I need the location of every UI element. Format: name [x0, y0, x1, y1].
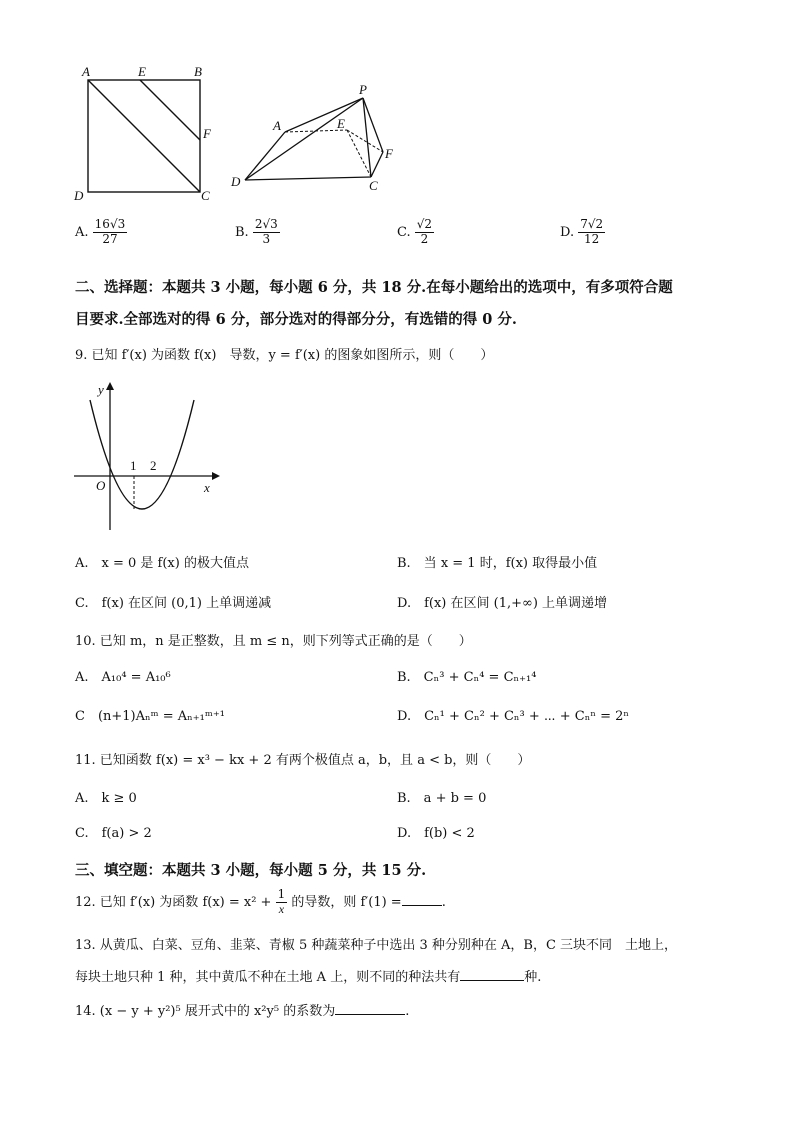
- q11-option-d[interactable]: D. f(b) < 2: [397, 826, 475, 841]
- q14-line: 14. (x − y + y²)⁵ 展开式中的 x²y⁵ 的系数为 .: [75, 1004, 410, 1019]
- tick-1: 1: [130, 458, 137, 473]
- square-figure: [70, 60, 230, 210]
- fraction: $\frac{√2}{2}$: [416, 217, 433, 246]
- q10-option-b[interactable]: B. Cₙ³ + Cₙ⁴ = Cₙ₊₁⁴: [397, 670, 537, 685]
- tick-2: 2: [150, 458, 157, 473]
- label-D: D: [74, 188, 84, 203]
- label-F: F: [203, 126, 211, 141]
- q11-option-c[interactable]: C. f(a) > 2: [75, 826, 152, 841]
- section3-heading: 三、填空题：本题共 3 小题，每小题 5 分，共 15 分.: [75, 862, 427, 879]
- derivative-graph: [70, 378, 230, 538]
- answer-blank[interactable]: [460, 968, 524, 981]
- label-D: D: [231, 174, 241, 189]
- label-A: A: [82, 64, 90, 79]
- fraction: $\frac{7√2}{12}$: [580, 217, 604, 246]
- label-C: C: [201, 188, 210, 203]
- q12-line: 12. 已知 f′(x) 为函数 f(x) = x² + $\frac{1}{x}$ 的导数，则 f′(1) = .: [75, 887, 446, 916]
- q9-option-a[interactable]: A. x = 0 是 f(x) 的极大值点: [75, 556, 249, 571]
- q12-pre: 12. 已知 f′(x) 为函数 f(x) = x² +: [75, 894, 276, 910]
- origin-label: O: [96, 478, 106, 493]
- q9-option-b[interactable]: B. 当 x = 1 时，f(x) 取得最小值: [397, 556, 598, 571]
- label-E: E: [337, 116, 345, 131]
- q11-stem: 11. 已知函数 f(x) = x³ − kx + 2 有两个极值点 a，b，且 a < b，则（ ）: [75, 753, 531, 768]
- label-C: C: [369, 178, 378, 193]
- answer-blank[interactable]: [402, 893, 442, 906]
- q8-option-a[interactable]: [75, 218, 127, 247]
- section2-heading-line1: 二、选择题：本题共 3 小题，每小题 6 分，共 18 分.在每小题给出的选项中，有多项符合题: [75, 279, 673, 296]
- q10-option-d[interactable]: D. Cₙ¹ + Cₙ² + Cₙ³ + ⋯ + Cₙⁿ = 2ⁿ: [397, 709, 630, 724]
- y-axis-label: y: [98, 382, 104, 397]
- fraction: $\frac{2√3}{3}$: [254, 217, 278, 246]
- option-letter: B.: [235, 224, 249, 240]
- q13-line1: 13. 从黄瓜、白菜、豆角、韭菜、青椒 5 种蔬菜种子中选出 3 种分别种在 A，B，C 三块不同 土地上，: [75, 938, 678, 953]
- q10-option-a[interactable]: A. A₁₀⁴ = A₁₀⁶: [75, 670, 171, 685]
- label-B: B: [194, 64, 202, 79]
- q11-option-a[interactable]: A. k ≥ 0: [75, 791, 137, 806]
- fraction: $\frac{1}{x}$: [277, 887, 286, 916]
- fraction: $\frac{16√3}{27}$: [94, 217, 126, 246]
- q8-option-c[interactable]: [397, 218, 434, 247]
- solid-figure: [225, 80, 405, 200]
- x-axis-label: x: [204, 480, 210, 495]
- q8-option-d[interactable]: [560, 218, 605, 247]
- q10-stem: 10. 已知 m，n 是正整数，且 m ≤ n，则下列等式正确的是（ ）: [75, 634, 472, 649]
- option-letter: A.: [75, 224, 89, 240]
- label-F: F: [385, 146, 393, 161]
- answer-blank[interactable]: [335, 1002, 405, 1015]
- q13-line2: 每块土地只种 1 种，其中黄瓜不种在土地 A 上，则不同的种法共有 种.: [75, 970, 542, 985]
- q8-option-b[interactable]: [235, 218, 280, 247]
- q9-option-c[interactable]: C. f(x) 在区间 (0,1) 上单调递减: [75, 596, 272, 611]
- q11-option-b[interactable]: B. a + b = 0: [397, 791, 487, 806]
- section2-heading-line2: 目要求.全部选对的得 6 分，部分选对的得部分分，有选错的得 0 分.: [75, 311, 517, 328]
- option-letter: C.: [397, 224, 411, 240]
- label-P: P: [359, 82, 367, 97]
- option-letter: D.: [560, 224, 575, 240]
- q12-post: 的导数，则 f′(1) =: [287, 894, 402, 910]
- q10-option-c[interactable]: C (n+1)Aₙᵐ = Aₙ₊₁ᵐ⁺¹: [75, 709, 225, 724]
- label-A: A: [273, 118, 281, 133]
- q9-option-d[interactable]: D. f(x) 在区间 (1,+∞) 上单调递增: [397, 596, 608, 611]
- q9-stem: 9. 已知 f′(x) 为函数 f(x) 导数，y = f′(x) 的图象如图所示，则（ ）: [75, 348, 494, 363]
- label-E: E: [138, 64, 146, 79]
